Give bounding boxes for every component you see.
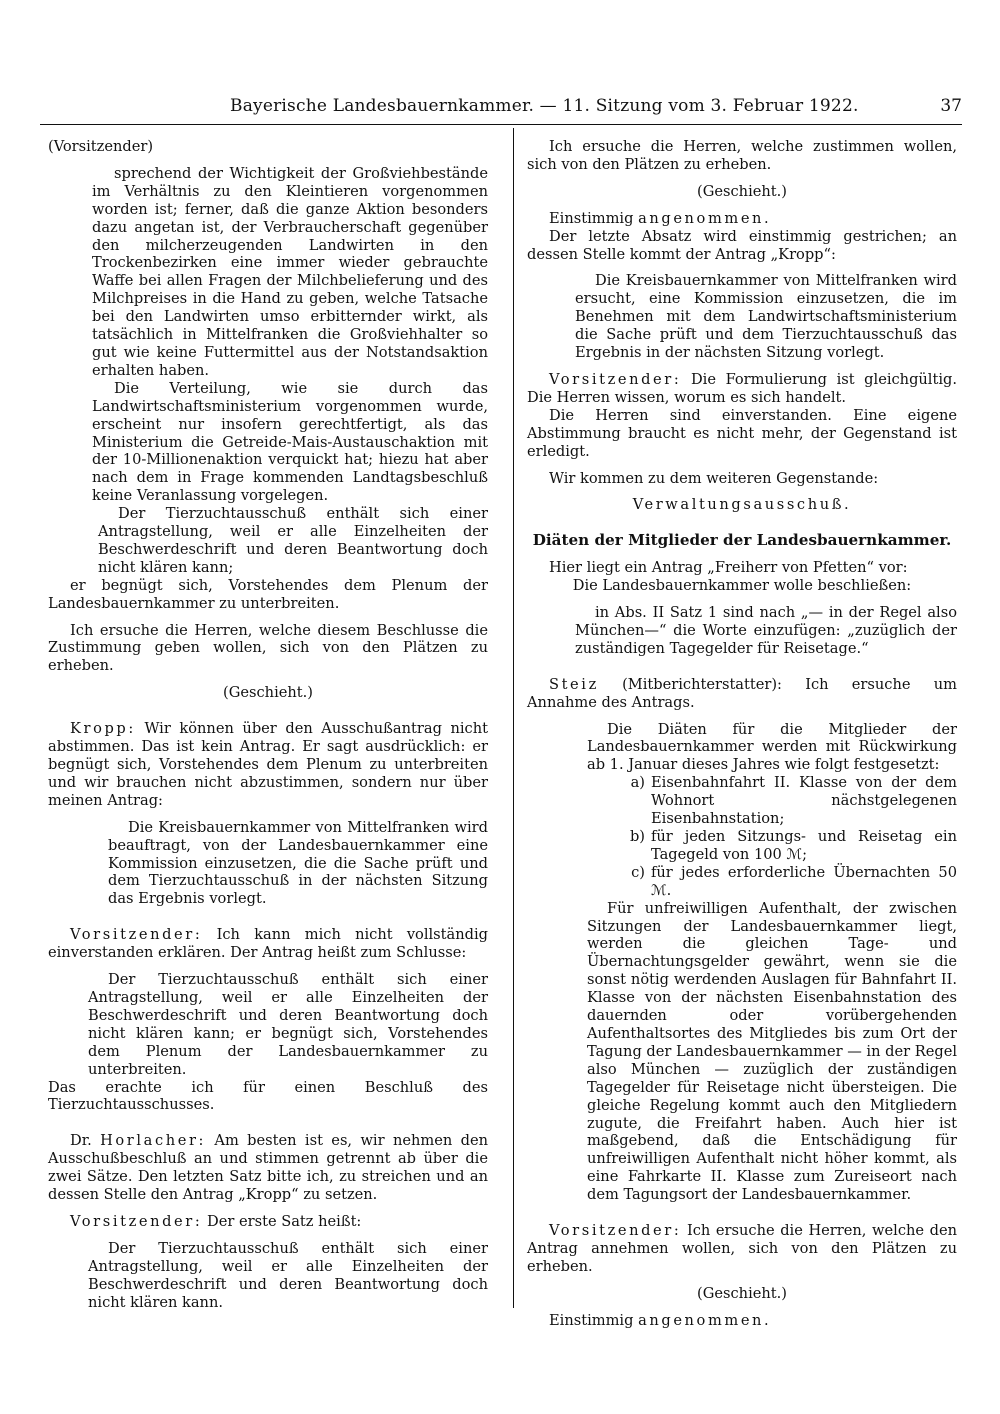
result-emphasis: angenommen. [638, 209, 772, 227]
speech-text: Ich ersuche die Herren, welche den Antrag annehmen wollen, sich von den Plätzen zu erheben. [527, 1222, 957, 1275]
paragraph: Die Herren sind einverstanden. Eine eigene Abstimmung braucht es nicht mehr, der Gegenstand ist erledigt. [527, 406, 957, 460]
stage-direction: (Geschieht.) [697, 1284, 787, 1302]
quote-block: Für unfreiwilligen Aufenthalt, der zwischen Sitzungen der Landesbauernkammer liegt, werden die gleichen Tage- und Übernachtungsgelder gewährt, wenn sie die sonst nötig werdenden Auslagen für Bahnfahrt II. Klasse von der nächsten Eisenbahnstation des dauernden oder vorübergehenden Aufenthaltsortes des Mitgliedes bis zum Ort der Tagung der Landesbauernkammer — in der Regel also München — zuzüglich der zuständigen Tagegelder für Reisetage nicht übersteigen. Die gleiche Regelung kommt auch den Mitgliedern zugute, die Freifahrt haben. Auch hier ist maßgebend, daß die Entschädigung für unfreiwilligen Aufenthalt nicht höher kommt, als eine Fahrkarte II. Klasse zum Zureiseort nach dem Tagungsort der Landesbauernkammer. [587, 899, 958, 1204]
paragraph: Das erachte ich für einen Beschluß des Tierzuchtausschusses. [48, 1078, 488, 1114]
speaker-tag: (Vorsitzender) [48, 138, 154, 155]
paragraph: Der letzte Absatz wird einstimmig gestrichen; an dessen Stelle kommt der Antrag „Kropp“: [527, 227, 957, 263]
speaker-name: Vorsitzender: [549, 1222, 682, 1240]
page-header [40, 96, 962, 120]
quote-block: Die Kreisbauernkammer von Mittelfranken wird ersucht, eine Kommission einzusetzen, die im Benehmen mit dem Landwirtschaftsministerium die Sache prüft und dem Tierzuchtausschuß das Ergebnis in der nächsten Sitzung vorlegt. [575, 272, 957, 362]
speech-text: Der erste Satz heißt: [202, 1212, 362, 1230]
speech-text: (Mitberichterstatter): Ich ersuche um Annahme des Antrags. [527, 675, 957, 711]
list-item [615, 828, 957, 864]
speech-text: Ich kann mich nicht vollständig einverstanden erklären. Der Antrag heißt zum Schlusse: [48, 926, 488, 962]
quote-block: Der Tierzuchtausschuß enthält sich einer Antragstellung, weil er alle Einzelheiten der Beschwerdeschrift und deren Beantwortung doch nicht klären kann. [88, 1239, 488, 1311]
speaker-name: Kropp: [70, 720, 136, 738]
paragraph: Die Landesbauernkammer wolle beschließen: [572, 577, 912, 595]
quote-block: Der Tierzuchtausschuß enthält sich einer Antragstellung, weil er alle Einzelheiten der Beschwerdeschrift und deren Beantwortung doch nicht klären kann; [98, 505, 488, 576]
item-text: für jeden Sitzungs- und Reisetag ein Tagegeld von 100 ℳ; [651, 828, 957, 863]
paragraph: er begnügt sich, Vorstehendes dem Plenum der Landesbauernkammer zu unterbreiten. [48, 576, 488, 612]
quote-block: in Abs. II Satz 1 sind nach „— in der Regel also München—“ die Worte einzufügen: „zuzüglich der zuständigen Tagegelder für Reisetage.“ [575, 604, 957, 657]
list-item [615, 774, 957, 828]
speech-vorsitzender [48, 1213, 488, 1231]
speech-text: Wir können über den Ausschußantrag nicht abstimmen. Das ist kein Antrag. Er sagt ausdrücklich: er begnügt sich, Vorstehendes dem Plenum zu unterbreiten und wir brauchen nicht abzustimmen, sondern nur über meinen Antrag: [48, 720, 488, 809]
result-line [527, 210, 957, 228]
list-item [615, 864, 957, 900]
item-label: b) [629, 828, 645, 845]
speech-text: Am besten ist es, wir nehmen den Ausschußbeschluß an und stimmen getrennt ab über die zwei Sätze. Den letzten Satz bitte ich, zu streichen und an dessen Stelle den Antrag „Kropp“ zu setzen. [48, 1132, 489, 1204]
speech-horlacher [48, 1132, 488, 1204]
item-label: a) [630, 774, 645, 792]
section-title: Verwaltungsausschuß. [632, 496, 852, 514]
page-number: 37 [940, 96, 962, 116]
speaker-name: Vorsitzender: [549, 370, 682, 388]
header-rule [40, 124, 962, 125]
speaker-name: Steiz [549, 675, 599, 693]
speech-steiz [527, 676, 957, 712]
section-heading: Diäten der Mitglieder der Landesbauernkammer. [532, 531, 952, 550]
paragraph: sprechend der Wichtigkeit der Großviehbestände im Verhältnis zu den Kleintieren vorgenommen worden ist; ferner, daß die ganze Aktion besonders dazu angetan ist, der Verbraucherschaft gegenüber den milcherzeugenden Landwirten in den Trockenbezirken eine immer wieder gebrauchte Waffe bei allen Fragen der Milchbelieferung und des Milchpreises in die Hand zu geben, welche Tatsache bei den Landwirten umso erbitternder wirkt, als tatsächlich in Mittelfranken die Großviehhalter so gut wie keine Futtermittel aus der Notstandsaktion erhalten haben. [92, 164, 488, 379]
result-word: Einstimmig [549, 209, 639, 227]
paragraph: Die Verteilung, wie sie durch das Landwirtschaftsministerium vorgenommen wurde, erscheint nur insofern gerechtfertigt, als das Ministerium die Getreide-Mais-Austauschaktion mit der 10-Millionenaktion verquickt hat; hiezu hat aber nach dem in Frage kommenden Landtagsbeschluß keine Veranlassung vorgelegen. [92, 379, 488, 505]
speech-vorsitzender [48, 926, 488, 962]
quote-block: Der Tierzuchtausschuß enthält sich einer Antragstellung, weil er alle Einzelheiten der Beschwerdeschrift und deren Beantwortung doch nicht klären kann; er begnügt sich, Vorstehendes dem Plenum der Landesbauernkammer zu unterbreiten. [88, 971, 488, 1078]
speech-vorsitzender [527, 371, 957, 407]
quote-block: Die Diäten für die Mitglieder der Landesbauernkammer werden mit Rückwirkung ab 1. Januar dieses Jahres wie folgt festgesetzt: [587, 720, 957, 774]
running-title: Bayerische Landesbauernkammer. — 11. Sitzung vom 3. Februar 1922. [230, 96, 859, 116]
result-emphasis: angenommen. [638, 1311, 772, 1329]
result-line [527, 1312, 957, 1330]
speaker-title: Dr. [70, 1132, 101, 1150]
left-column [48, 138, 488, 1311]
speaker-name: Vorsitzender: [70, 926, 203, 944]
column-divider [513, 128, 514, 1308]
paragraph: Hier liegt ein Antrag „Freiherr von Pfetten“ vor: [549, 559, 908, 577]
allowance-list [615, 774, 957, 899]
stage-direction: (Geschieht.) [223, 684, 313, 702]
speech-text: Die Formulierung ist gleichgültig. Die Herren wissen, worum es sich handelt. [527, 370, 957, 406]
speaker-name: Horlacher: [100, 1132, 207, 1150]
paragraph: Ich ersuche die Herren, welche diesem Beschlusse die Zustimmung geben wollen, sich von den Plätzen zu erheben. [48, 621, 488, 675]
paragraph: Ich ersuche die Herren, welche zustimmen wollen, sich von den Plätzen zu erheben. [527, 138, 957, 173]
speech-vorsitzender [527, 1222, 957, 1276]
speaker-name: Vorsitzender: [70, 1212, 203, 1230]
result-word: Einstimmig [549, 1311, 639, 1329]
item-label: c) [631, 863, 645, 881]
paragraph: Wir kommen zu dem weiteren Gegenstande: [549, 469, 879, 487]
speech-kropp [48, 720, 488, 810]
item-text: Eisenbahnfahrt II. Klasse von der dem Wohnort nächstgelegenen Eisenbahnstation; [651, 774, 957, 828]
item-text: für jedes erforderliche Übernachten 50 ℳ. [651, 863, 957, 899]
right-column [527, 138, 957, 1330]
stage-direction: (Geschieht.) [697, 182, 787, 200]
quote-block: Die Kreisbauernkammer von Mittelfranken wird beauftragt, von der Landesbauernkammer eine Kommission einzusetzen, die die Sache prüft und dem Tierzuchtausschuß in der nächsten Sitzung das Ergebnis vorlegt. [108, 818, 488, 908]
